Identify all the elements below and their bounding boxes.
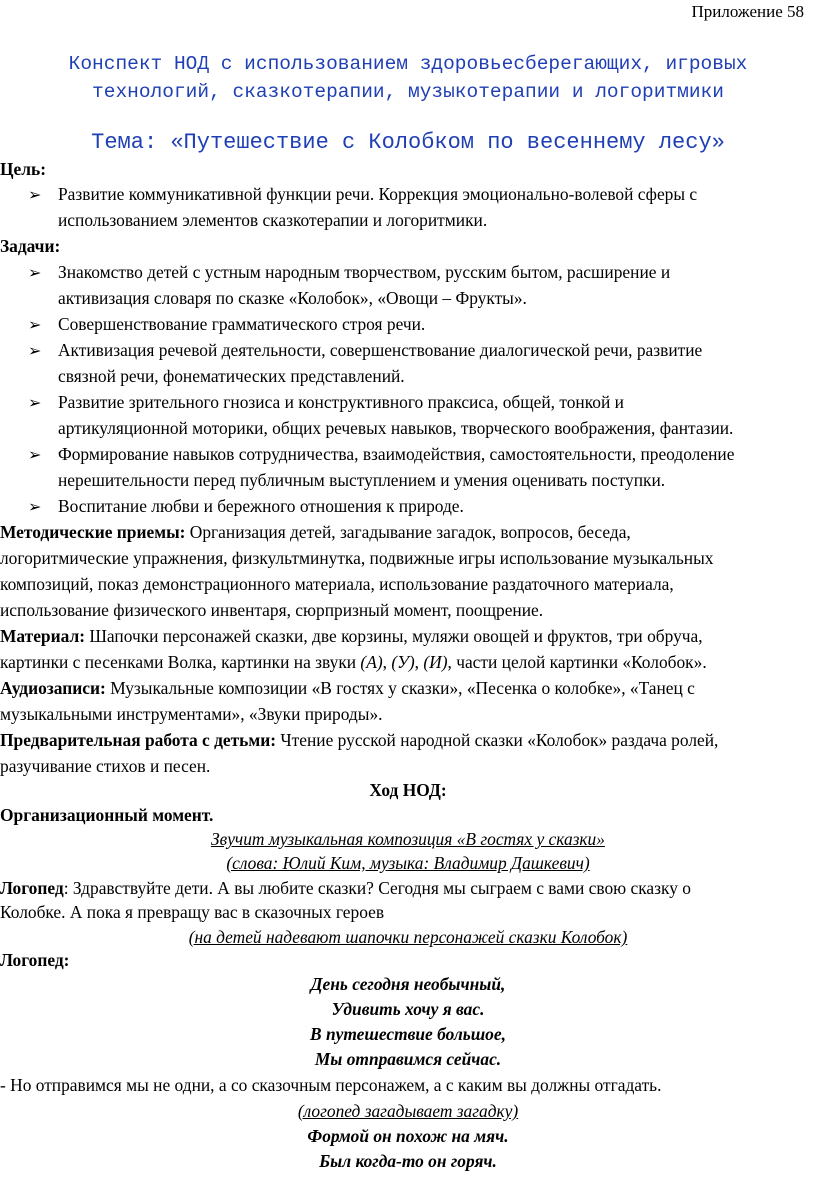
goal-heading: Цель:: [0, 159, 46, 179]
music-note-line: Звучит музыкальная композиция «В гостях у сказки»: [211, 829, 605, 849]
hats-note: (на детей надевают шапочки персонажей сказки Колобок): [188, 927, 628, 947]
methods-paragraph: [0, 520, 631, 545]
task-item-line: Знакомство детей с устным народным творчеством, русским бытом, расширение и: [58, 262, 671, 282]
audio-label: Аудиозаписи:: [0, 678, 106, 698]
bullet-arrow-icon: ➢: [28, 393, 42, 412]
sound-a: (А): [360, 652, 383, 672]
sound-u: (У): [391, 652, 415, 672]
bullet-arrow-icon: ➢: [28, 185, 42, 204]
material-text: , части целой картинки «Колобок».: [447, 652, 707, 672]
bullet-arrow-icon: ➢: [28, 341, 42, 360]
task-item-line: артикуляционной моторики, общих речевых навыков, творческого воображения, фантазии.: [58, 418, 734, 438]
task-item-line: связной речи, фонематических представлений.: [58, 366, 405, 386]
methods-label: Методические приемы:: [0, 522, 186, 542]
material-text: Шапочки персонажей сказки, две корзины, муляжи овощей и фруктов, три обруча,: [85, 626, 703, 646]
speech-text: : Здравствуйте дети. А вы любите сказки? Сегодня мы сыграем с вами свою сказку о: [63, 878, 691, 898]
poem-line: В путешествие большое,: [310, 1024, 506, 1044]
methods-line: логоритмические упражнения, физкультминутка, подвижные игры использование музыкальных: [0, 548, 714, 568]
poem-line: День сегодня необычный,: [310, 974, 506, 994]
methods-line: композиций, показ демонстрационного материала, использование раздаточного материала,: [0, 574, 674, 594]
poem-line: Удивить хочу я вас.: [331, 999, 485, 1019]
speech-paragraph: [0, 876, 691, 901]
speech-line: - Но отправимся мы не одни, а со сказочным персонажем, а с каким вы должны отгадать.: [0, 1075, 662, 1095]
task-item-line: Активизация речевой деятельности, совершенствование диалогической речи, развитие: [58, 340, 703, 360]
riddle-note: (логопед загадывает загадку): [297, 1101, 519, 1121]
speaker-label: Логопед: [0, 878, 64, 898]
task-item-line: Развитие зрительного гнозиса и конструктивного праксиса, общей, тонкой и: [58, 392, 624, 412]
methods-line: использование физического инвентаря, сюрпризный момент, поощрение.: [0, 600, 544, 620]
task-item-line: нерешительности перед публичным выступлением и умения оценивать поступки.: [58, 470, 666, 490]
bullet-arrow-icon: ➢: [28, 263, 42, 282]
methods-text: Организация детей, загадывание загадок, вопросов, беседа,: [185, 522, 631, 542]
prep-text: Чтение русской народной сказки «Колобок» раздача ролей,: [276, 730, 719, 750]
music-credit-line: (слова: Юлий Ким, музыка: Владимир Дашкевич): [226, 853, 590, 873]
separator: ,: [382, 652, 392, 672]
separator: ,: [414, 652, 424, 672]
riddle-line: Формой он похож на мяч.: [307, 1126, 509, 1146]
audio-paragraph: [0, 676, 695, 701]
task-item-line: Формирование навыков сотрудничества, взаимодействия, самостоятельности, преодоление: [58, 444, 735, 464]
goal-item-line: Развитие коммуникативной функции речи. Коррекция эмоционально-волевой сферы с: [58, 184, 698, 204]
task-item-line: Совершенствование грамматического строя речи.: [58, 314, 426, 334]
prep-paragraph: [0, 728, 718, 753]
bullet-arrow-icon: ➢: [28, 445, 42, 464]
speech-line: Колобке. А пока я превращу вас в сказочных героев: [0, 902, 385, 922]
goal-item-line: использованием элементов сказкотерапии и логоритмики.: [58, 210, 488, 230]
material-paragraph: [0, 624, 703, 649]
speaker-label: Логопед:: [0, 950, 70, 970]
org-heading: Организационный момент.: [0, 805, 214, 825]
prep-line: разучивание стихов и песен.: [0, 756, 211, 776]
tasks-heading: Задачи:: [0, 236, 61, 256]
task-item-line: активизация словаря по сказке «Колобок», «Овощи – Фрукты».: [58, 288, 527, 308]
sound-i: (И): [423, 652, 448, 672]
material-text: картинки с песенками Волка, картинки на звуки: [0, 652, 361, 672]
audio-text: Музыкальные композиции «В гостях у сказки», «Песенка о колобке», «Танец с: [105, 678, 695, 698]
appendix-label: Приложение 58: [691, 2, 804, 21]
prep-label: Предварительная работа с детьми:: [0, 730, 277, 750]
task-item-line: Воспитание любви и бережного отношения к природе.: [58, 496, 464, 516]
audio-line: музыкальными инструментами», «Звуки природы».: [0, 704, 383, 724]
topic-title: Тема: «Путешествие с Колобком по весеннему лесу»: [91, 130, 725, 155]
document-title-line-2: технологий, сказкотерапии, музыкотерапии и логоритмики: [92, 81, 724, 103]
bullet-arrow-icon: ➢: [28, 497, 42, 516]
bullet-arrow-icon: ➢: [28, 315, 42, 334]
riddle-line: Был когда-то он горяч.: [319, 1151, 497, 1171]
material-label: Материал:: [0, 626, 86, 646]
document-title-line-1: Конспект НОД с использованием здоровьесберегающих, игровых: [68, 53, 748, 75]
course-heading: Ход НОД:: [369, 780, 447, 800]
material-line: [0, 650, 707, 675]
poem-line: Мы отправимся сейчас.: [314, 1049, 502, 1069]
